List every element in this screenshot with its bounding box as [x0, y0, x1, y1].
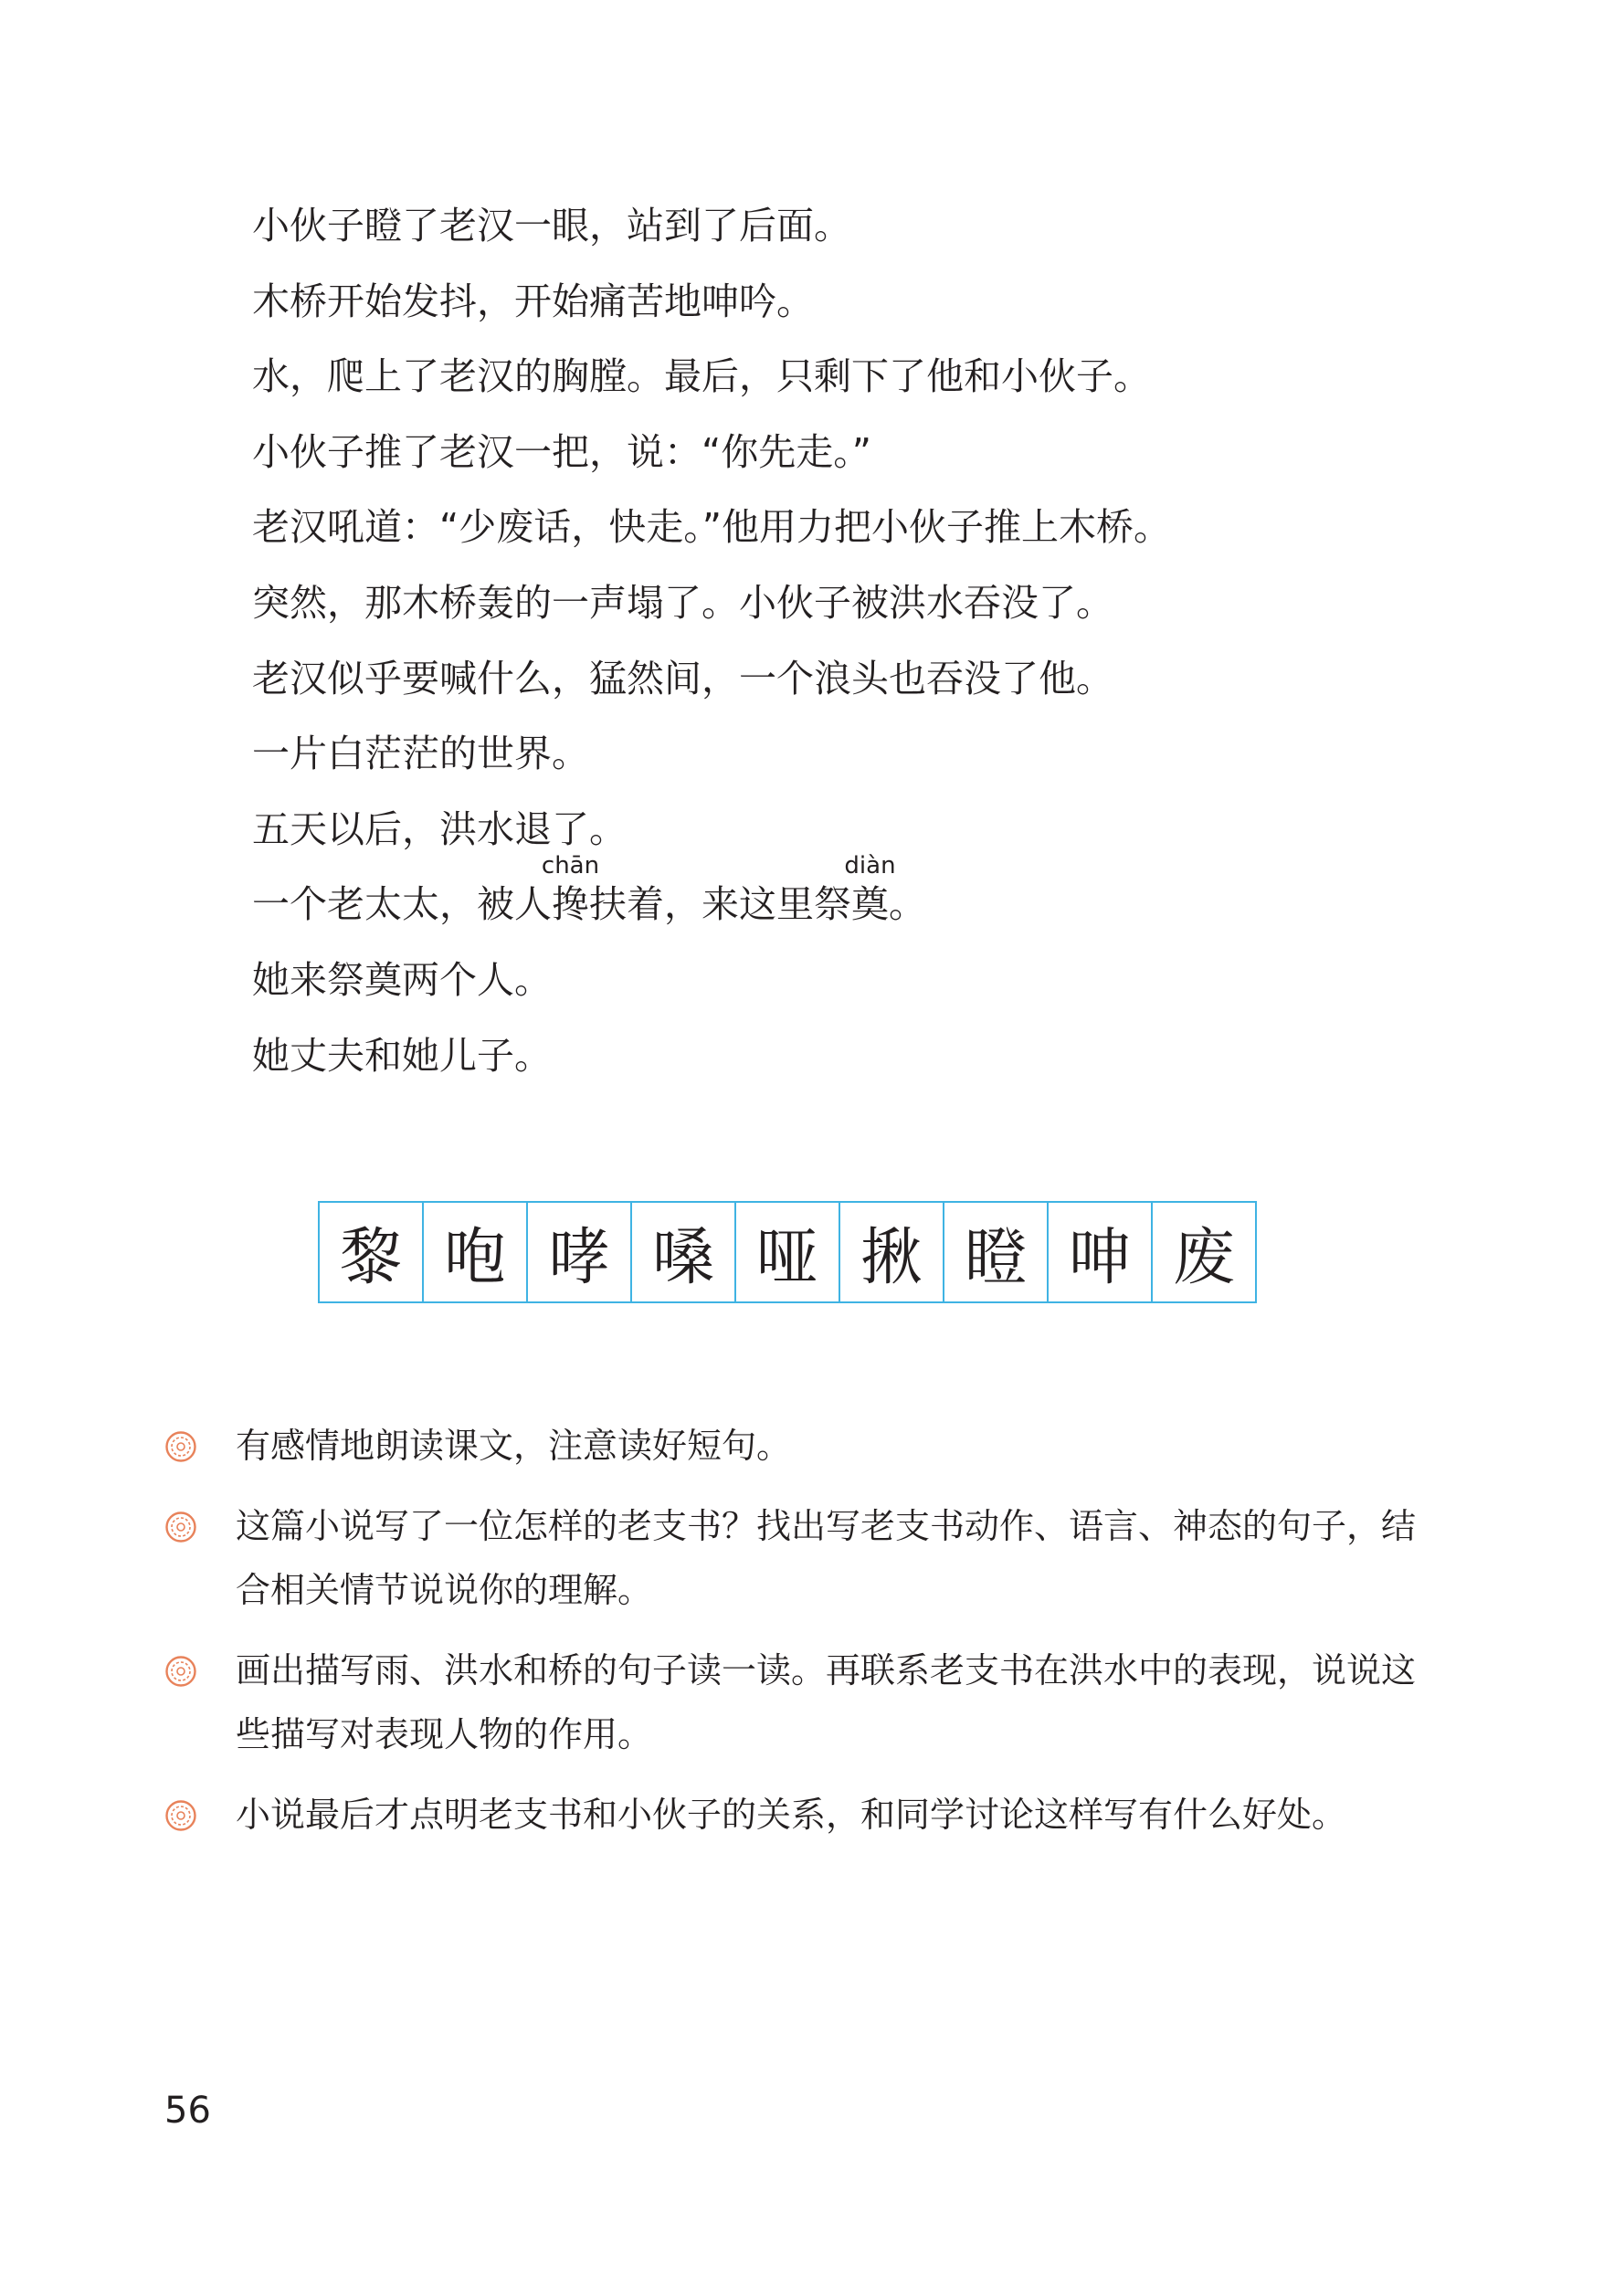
story-text-segment: 一个老太太，被人 [252, 882, 552, 927]
character-cell: 呻 [1049, 1203, 1153, 1301]
new-characters-grid [318, 1201, 1257, 1303]
page-number: 56 [164, 2090, 211, 2132]
story-text-segment: 扶着，来这里祭 [589, 882, 851, 927]
character-cell: 废 [1172, 1221, 1235, 1294]
story-line: 一片白茫茫的世界。 [252, 732, 589, 776]
story-line: 老汉吼道：“少废话，快走。”他用力把小伙子推上木桥。 [252, 505, 1171, 550]
question-item [164, 1783, 1443, 1847]
question-text: 这篇小说写了一位怎样的老支书？找出写老支书动作、语言、神态的句子，结合相关情节说说你的理解。 [236, 1506, 1417, 1610]
character-cell: 嗓 [632, 1203, 736, 1301]
question-item [164, 1638, 1443, 1766]
character-cell: 瞪 [944, 1203, 1049, 1301]
question-item [164, 1494, 1443, 1622]
story-line-with-pinyin [252, 852, 1440, 943]
annotated-char: 奠 [851, 882, 889, 927]
story-line: 小伙子瞪了老汉一眼，站到了后面。 [252, 204, 851, 248]
story-line: 水，爬上了老汉的胸膛。最后，只剩下了他和小伙子。 [252, 354, 1151, 399]
flower-bullet-icon [164, 1430, 197, 1463]
question-text: 小说最后才点明老支书和小伙子的关系，和同学讨论这样写有什么好处。 [236, 1795, 1347, 1835]
character-cell: 哮 [528, 1203, 632, 1301]
question-text: 画出描写雨、洪水和桥的句子读一读。再联系老支书在洪水中的表现，说说这些描写对表现人物的作用。 [236, 1650, 1417, 1754]
story-line: 小伙子推了老汉一把，说：“你先走。” [252, 429, 871, 474]
character-cell: 黎 [320, 1203, 424, 1301]
story-text [252, 188, 1440, 1093]
ruby-annotated-char [844, 852, 896, 943]
character-cell: 揪 [840, 1203, 944, 1301]
question-item [164, 1414, 1443, 1478]
flower-bullet-icon [164, 1655, 197, 1688]
story-text-segment: 。 [889, 882, 926, 927]
ruby-annotated-char [541, 852, 600, 943]
character-cell: 咆 [424, 1203, 528, 1301]
annotated-char: 搀 [552, 882, 589, 927]
character-cell: 哑 [736, 1203, 840, 1301]
pinyin-annotation: chān [541, 852, 600, 880]
question-text: 有感情地朗读课文，注意读好短句。 [236, 1426, 792, 1466]
story-line: 她丈夫和她儿子。 [252, 1033, 552, 1078]
story-line: 老汉似乎要喊什么，猛然间，一个浪头也吞没了他。 [252, 656, 1113, 700]
flower-bullet-icon [164, 1799, 197, 1832]
story-line: 突然，那木桥轰的一声塌了。小伙子被洪水吞没了。 [252, 580, 1113, 625]
story-line: 五天以后，洪水退了。 [252, 806, 627, 851]
story-line: 木桥开始发抖，开始痛苦地呻吟。 [252, 279, 814, 323]
exercise-questions [164, 1414, 1443, 1863]
pinyin-annotation: diàn [844, 852, 896, 880]
story-line: 她来祭奠两个人。 [252, 957, 552, 1002]
flower-bullet-icon [164, 1511, 197, 1543]
